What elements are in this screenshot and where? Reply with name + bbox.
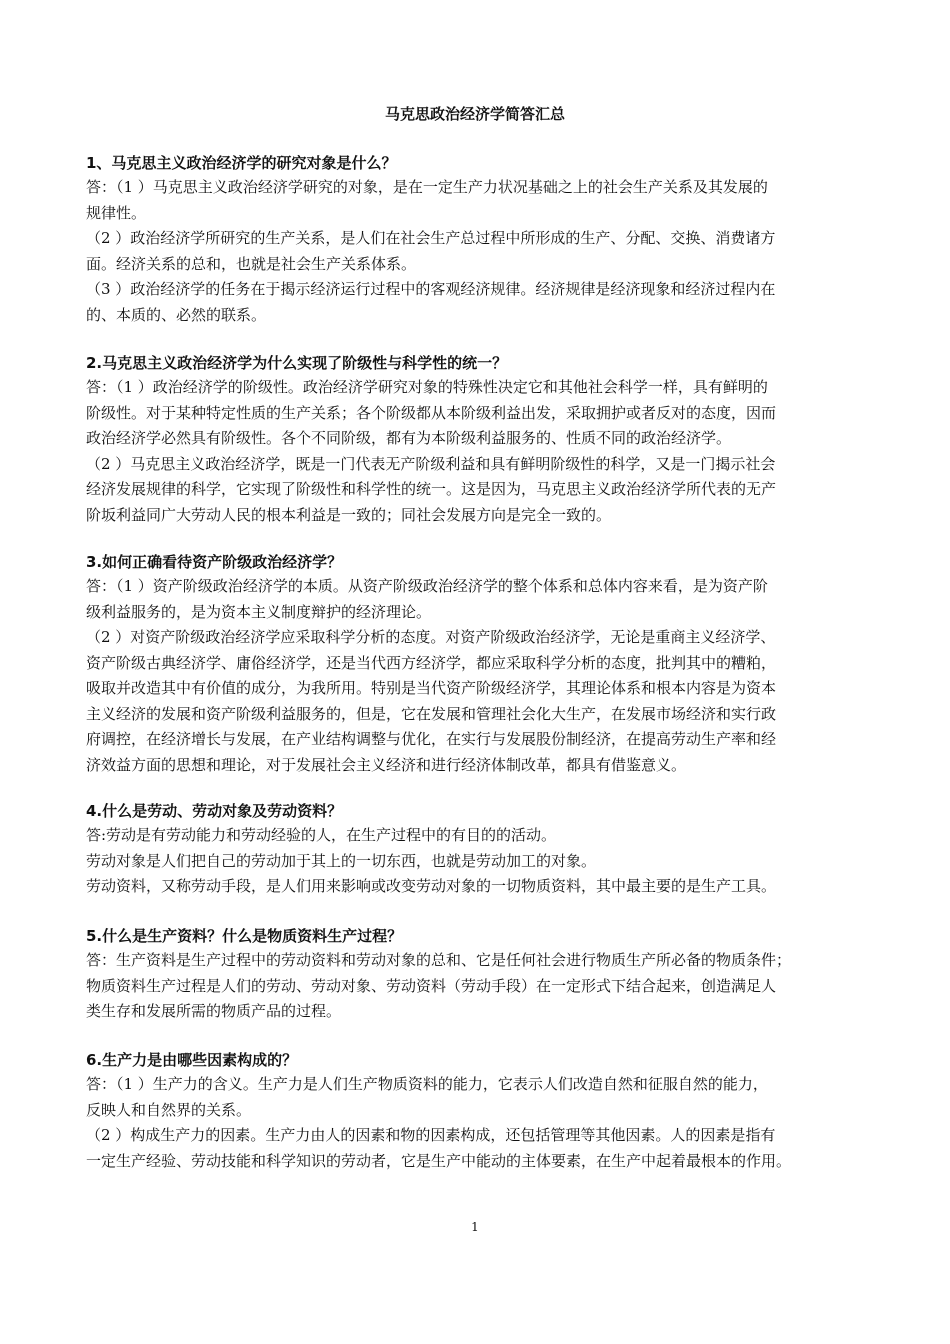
- answer-line: 答：（1 ）资产阶级政治经济学的本质。从资产阶级政治经济学的整个体系和总体内容来看，是为资产阶: [86, 577, 768, 595]
- answer-line: 物质资料生产过程是人们的劳动、劳动对象、劳动资料（劳动手段）在一定形式下结合起来，创造满足人: [86, 976, 777, 995]
- answer-line: （2 ）对资产阶级政治经济学应采取科学分析的态度。对资产阶级政治经济学，无论是重商主义经济学、: [86, 628, 776, 646]
- question-heading: 1、马克思主义政治经济学的研究对象是什么？: [86, 154, 397, 172]
- answer-line: 答:劳动是有劳动能力和劳动经验的人，在生产过程中的有目的的活动。: [86, 826, 557, 844]
- answer-line: 劳动对象是人们把自己的劳动加于其上的一切东西，也就是劳动加工的对象。: [86, 851, 597, 870]
- answer-line: （2 ）政治经济学所研究的生产关系，是人们在社会生产总过程中所形成的生产、分配、交换、消费诸方: [86, 229, 776, 247]
- qa-section-6: [86, 1048, 876, 1174]
- qa-section-5: [86, 924, 876, 1025]
- answer-line: 经济发展规律的科学，它实现了阶级性和科学性的统一。这是因为，马克思主义政治经济学所代表的无产: [86, 480, 777, 498]
- question-heading: 4.什么是劳动、劳动对象及劳动资料？: [86, 802, 343, 820]
- answer-line: 答：生产资料是生产过程中的劳动资料和劳动对象的总和、它是任何社会进行物质生产所必备的物质条件；: [86, 951, 792, 969]
- answer-line: 济效益方面的思想和理论，对于发展社会主义经济和进行经济体制改革，都具有借鉴意义。: [86, 755, 687, 774]
- qa-section-2: [86, 351, 876, 528]
- answer-line: 一定生产经验、劳动技能和科学知识的劳动者，它是生产中能动的主体要素，在生产中起着最根本的作用。: [86, 1151, 792, 1170]
- answer-line: 的、本质的、必然的联系。: [86, 305, 267, 324]
- answer-line: 面。经济关系的总和，也就是社会生产关系体系。: [86, 254, 417, 273]
- answer-line: 吸取并改造其中有价值的成分，为我所用。特别是当代资产阶级经济学，其理论体系和根本内容是为资本: [86, 679, 777, 697]
- answer-line: （2 ）马克思主义政治经济学，既是一门代表无产阶级利益和具有鲜明阶级性的科学，又是一门揭示社会: [86, 454, 776, 473]
- answer-line: 劳动资料，又称劳动手段，是人们用来影响或改变劳动对象的一切物质资料，其中最主要的是生产工具。: [86, 877, 777, 895]
- answer-line: 阶级性。对于某种特定性质的生产关系；各个阶级都从本阶级利益出发，采取拥护或者反对的态度，因而: [86, 403, 777, 422]
- question-heading: 6.生产力是由哪些因素构成的？: [86, 1051, 298, 1069]
- question-heading: 5.什么是生产资料？什么是物质资料生产过程？: [86, 927, 403, 945]
- answer-line: 类生存和发展所需的物质产品的过程。: [86, 1002, 342, 1020]
- document-title: 马克思政治经济学简答汇总: [384, 105, 565, 123]
- page-number: 1: [471, 1220, 479, 1234]
- answer-line: 答：（1 ）政治经济学的阶级性。政治经济学研究对象的特殊性决定它和其他社会科学一样，具有鲜明的: [86, 378, 768, 396]
- answer-line: 反映人和自然界的关系。: [86, 1100, 252, 1119]
- answer-line: 答：（1 ）生产力的含义。生产力是人们生产物质资料的能力，它表示人们改造自然和征服自然的能力，: [86, 1075, 768, 1093]
- answer-line: 答：（1 ）马克思主义政治经济学研究的对象，是在一定生产力状况基础之上的社会生产关系及其发展的: [86, 178, 768, 196]
- qa-section-4: [86, 799, 876, 900]
- question-heading: 2.马克思主义政治经济学为什么实现了阶级性与科学性的统一？: [86, 354, 508, 372]
- question-heading: 3.如何正确看待资产阶级政治经济学？: [86, 553, 343, 571]
- answer-line: 主义经济的发展和资产阶级利益服务的，但是，它在发展和管理社会化大生产，在发展市场经济和实行政: [86, 704, 777, 723]
- answer-line: 政治经济学必然具有阶级性。各个不同阶级，都有为本阶级利益服务的、性质不同的政治经济学。: [86, 429, 732, 447]
- answer-line: 规律性。: [86, 203, 147, 222]
- answer-line: （3 ）政治经济学的任务在于揭示经济运行过程中的客观经济规律。经济规律是经济现象和经济过程内在: [86, 280, 776, 298]
- qa-section-3: [86, 550, 876, 778]
- answer-line: 府调控，在经济增长与发展，在产业结构调整与优化，在实行与发展股份制经济，在提高劳动生产率和经: [86, 730, 777, 748]
- answer-line: 资产阶级古典经济学、庸俗经济学，还是当代西方经济学，都应采取科学分析的态度，批判其中的糟粕，: [86, 653, 777, 672]
- qa-section-1: [86, 151, 876, 328]
- answer-line: 级利益服务的，是为资本主义制度辩护的经济理论。: [86, 602, 432, 621]
- answer-line: （2 ）构成生产力的因素。生产力由人的因素和物的因素构成，还包括管理等其他因素。人的因素是指有: [86, 1126, 776, 1144]
- answer-line: 阶坂利益同广大劳动人民的根本利益是一致的；同社会发展方向是完全一致的。: [86, 505, 612, 524]
